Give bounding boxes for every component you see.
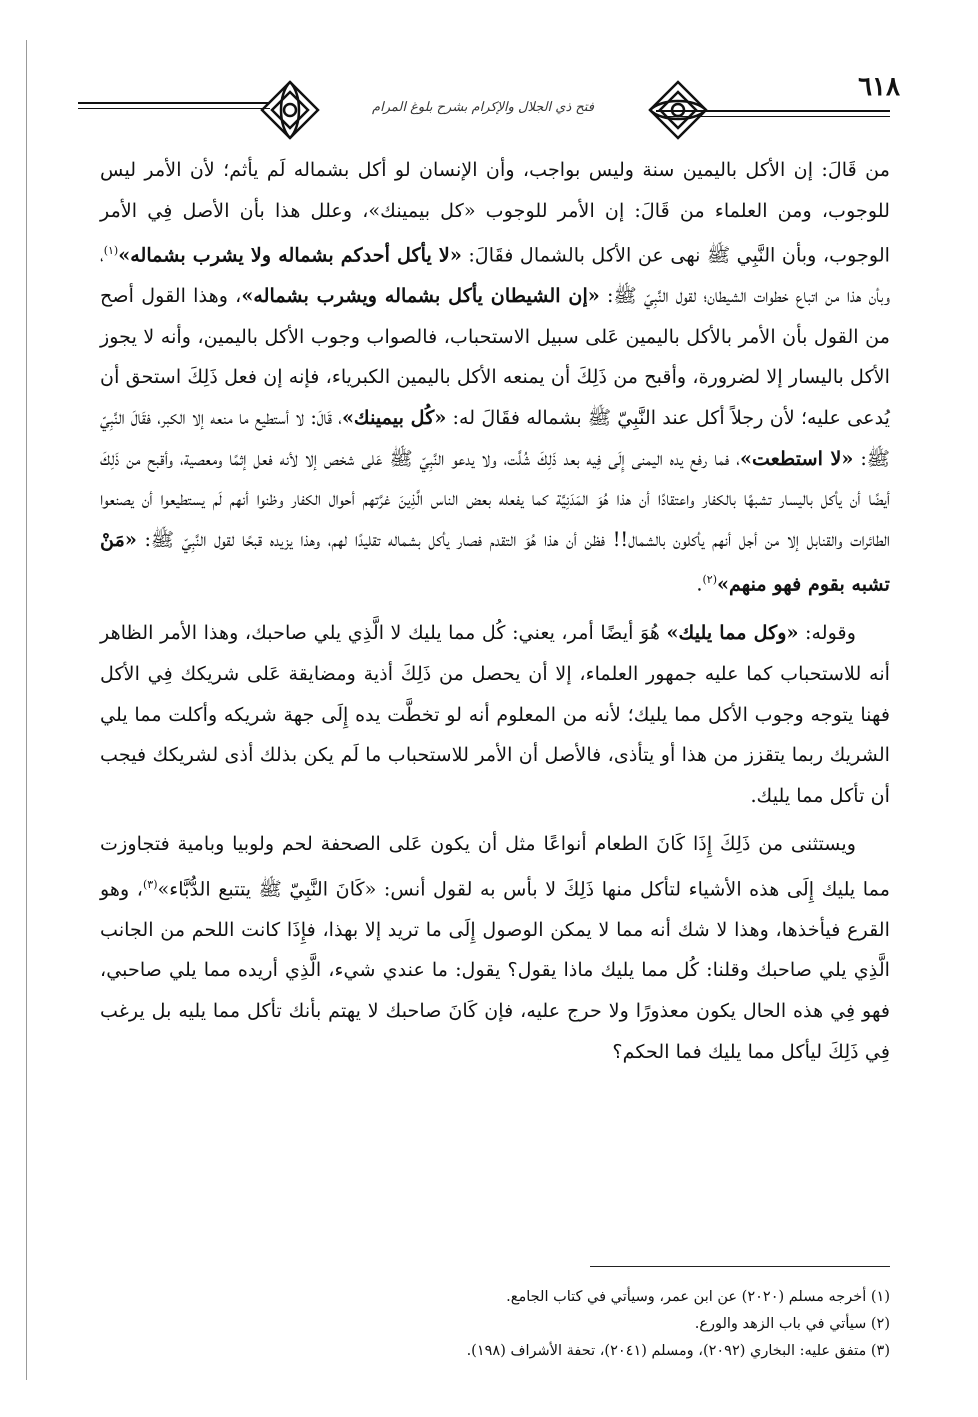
header-ornament-right-icon: [646, 78, 710, 142]
footnote-3: (٣) متفق عليه: البخاري (٢٠٩٢)، ومسلم (٢٠٤١)، تحفة الأشراف (١٩٨).: [466, 1343, 890, 1359]
header-title: فتح ذي الجلال والإكرام بشرح بلوغ المرام: [372, 100, 594, 115]
p1-hadith-3: «كُل بيمينك»: [341, 405, 447, 429]
p3-text-1: ويستثنى من ذَلِكَ إِذَا كَانَ الطعام أنواعًا مثل أن يكون عَلى الصحفة لحم ولوبيا وبامية فتجاوزت مما يليك إِلَى هذه الأشياء لتأكل منها ذَلِكَ لا بأس به لقول أنس:: [100, 832, 890, 901]
header-rule-left-thin: [78, 108, 270, 109]
p1-text-5: ، فما رفع يده اليمنى إِلَى فِيه بعد ذَلِكَ شُلَّت، ولا يدعو النَّبِيّ ﷺ عَلى شخص إلا لأنه فعل إثمًا ومعصية، وأقبح من ذَلِكَ أيضًا أن يأكل باليسار تشبهًا بالكفار واعتقادًا أن هذا هُوَ المَدَنِيَّة كما يفعله بعض الناس الَّذِينَ غرَّتهم أحوال الكفار وظنوا أنهم لَم يستطيعوا أن يصنعوا الطائرات والقنابل إلا من أجل أنهم يأكلون بالشمال!! فظن أن هذا هُوَ التقدم فصار يأكل بشماله تقليدًا لهم، وهذا يزيده قبحًا لقول النَّبِيّ ﷺ:: [100, 446, 890, 551]
paragraph-2: [100, 613, 890, 816]
footnote-ref-1[interactable]: (١): [103, 244, 119, 258]
footnote-2: (٢) سيأتي في باب الزهد والورع.: [694, 1316, 890, 1332]
p3-quote-1: «كَانَ النَّبِيّ ﷺ يتتبع الدُّبَّاء»: [157, 877, 377, 901]
p2-hadith-1: «وكل مما يليك»: [666, 621, 799, 645]
body-text: [100, 150, 890, 1072]
p1-text-2: ، وبأن هذا من اتباع خطوات الشيطان؛ لقول النَّبِيّ ﷺ:: [100, 243, 890, 308]
p1-hadith-1: «لا يأكل أحدكم بشماله ولا يشرب بشماله»: [118, 243, 462, 267]
p3-text-2: ، وهو القرع فيأخذها، وهذا لا شك أنه مما لا يمكن الوصول إِلَى ما تريد إلا بهذا، فإِذَا كانت اللحم من الجانب الَّذِي يلي صاحبك وقلنا: كُل مما يليك ماذا يقول؟ يقول: ما عندي شيء، الَّذِي أريده مما يلي صاحبي، فهو فِي هذه الحال يكون معذورًا ولا حرج عليه، فإن كَانَ صاحبك لا يهتم بأنك تأكل مما يليه بل يرغب فِي ذَلِكَ ليأكل مما يليك فما الحكم؟: [100, 877, 890, 1063]
footnote-ref-2[interactable]: (٢): [702, 573, 717, 587]
header-ornament-left-icon: [258, 78, 322, 142]
p2-text-2: هُوَ أيضًا أمر، يعني: كُل مما يليك لا الَّذِي يلي صاحبك، وهذا الأمر الظاهر أنه للاستحباب كما عليه جمهور العلماء، إلا أن يحصل من ذَلِكَ أذية ومضايقة عَلى شريكك فِي الأكل فهنا يتوجه وجوب الأكل مما يليك؛ لأنه من المعلوم أنه لو تخطَّت يده إِلَى جهة شريكه وأكلت مما يلي الشريك ربما يتقزز من هذا أو يتأذى، فالأصل أن الأمر للاستحباب ما لَم يكن بذلك أذى لشريكك فيجب أن تأكل مما يليك.: [100, 621, 890, 807]
header-rule-left: [78, 102, 270, 104]
paragraph-3: [100, 824, 890, 1072]
p1-text-4: ، قَالَ: لا أستطيع ما منعه إلا الكبر، فقَالَ النَّبِيّ ﷺ:: [100, 405, 890, 470]
paragraph-1: [100, 150, 890, 605]
p1-text-1: من قَالَ: إن الأكل باليمين سنة وليس بواجب، وأن الإنسان لو أكل بشماله لَم يأثم؛ لأن الأمر ليس للوجوب، ومن العلماء من قَالَ: إن الأمر للوجوب «كل بيمينك»، وعلل هذا بأن الأصل فِي الأمر الوجوب، وبأن النَّبِي ﷺ نهى عن الأكل بالشمال فقَالَ:: [100, 158, 890, 267]
p1-hadith-2: «إن الشيطان يأكل بشماله ويشرب بشماله»: [241, 284, 600, 308]
p1-hadith-5: «مَنْ تشبه بقوم فهو منهم»: [100, 527, 890, 596]
running-header: [78, 74, 890, 144]
footnote-ref-3[interactable]: (٣): [143, 877, 158, 891]
page-number: ٦١٨: [858, 72, 900, 102]
p1-text-6: .: [696, 572, 703, 596]
footnote-1: (١) أخرجه مسلم (٢٠٢٠) عن ابن عمر، وسيأتي في كتاب الجامع.: [506, 1289, 890, 1305]
footnote-divider: [590, 1266, 890, 1267]
scan-edge-line: [26, 40, 27, 1380]
p1-text-3: ، وهذا القول أصح من القول بأن الأمر بالأكل باليمين عَلى سبيل الاستحباب، فالصواب وجوب الأكل باليمين، وأنه لا يجوز الأكل باليسار إلا لضرورة، وأقبح من ذَلِكَ أن يمنعه الأكل باليمين الكبرياء، فإنه إن فعل ذَلِكَ استحق أن يُدعى عليه؛ لأن رجلاً أكل عند النَّبِيّ ﷺ بشماله فقَالَ له:: [100, 284, 890, 429]
p1-hadith-4: «لا استطعت»: [739, 446, 854, 470]
footnotes: [100, 1284, 890, 1365]
p2-text-1: وقوله:: [798, 621, 856, 645]
